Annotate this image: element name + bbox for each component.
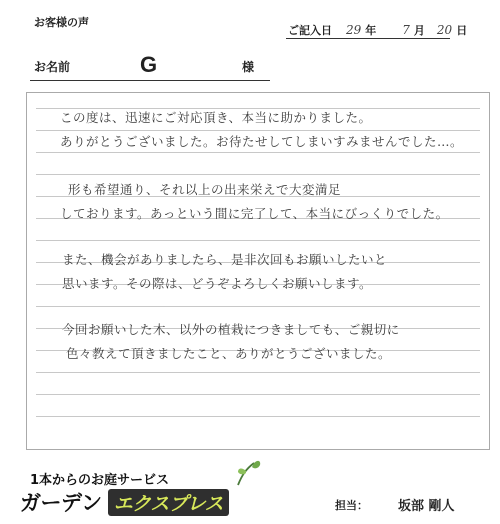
logo-accent-text	[108, 489, 229, 516]
message-line: 形も希望通り、それ以上の出来栄えで大変満足	[68, 182, 342, 197]
logo-main-text: ガーデン	[20, 491, 102, 515]
honorific: 様	[242, 60, 255, 74]
ruled-line	[36, 416, 480, 417]
ruled-line	[36, 240, 480, 241]
date-month: 7	[402, 23, 410, 37]
ruled-line	[36, 306, 480, 307]
date-label: ご記入日	[288, 24, 332, 37]
ruled-line	[36, 130, 480, 131]
name-underline	[30, 80, 270, 81]
date-day: 20	[436, 23, 453, 37]
date-month-unit: 月	[413, 24, 425, 37]
date-year-unit: 年	[365, 24, 377, 37]
customer-name-row	[30, 52, 270, 80]
leaf-icon	[232, 457, 262, 487]
message-line: この度は、迅速にご対応頂き、本当に助かりました。	[60, 110, 372, 125]
ruled-line	[36, 174, 480, 175]
message-line: また、機会がありましたら、是非次回もお願いしたいと	[62, 252, 388, 267]
ruled-lines	[36, 108, 480, 438]
entry-date	[288, 22, 467, 38]
staff-name: 坂部 剛人	[398, 499, 455, 514]
message-line: しております。あっという間に完了して、本当にびっくりでした。	[60, 206, 449, 221]
date-year: 29	[346, 23, 362, 37]
logo-accent-label: エクスプレス	[113, 492, 224, 515]
company-footer	[0, 455, 500, 524]
company-tagline: 1本からのお庭サービス	[30, 473, 170, 488]
sheet-title: お客様の声	[34, 16, 89, 29]
message-line: 色々教えて頂きましたこと、ありがとうございました。	[66, 346, 392, 361]
ruled-line	[36, 372, 480, 373]
company-logo	[20, 487, 229, 517]
message-line: ありがとうございました。お待たせしてしまいすみませんでした…。	[60, 134, 464, 149]
message-line: 思います。その際は、どうぞよろしくお願いします。	[62, 276, 373, 291]
ruled-line	[36, 394, 480, 395]
customer-name: G	[140, 52, 158, 77]
name-label: お名前	[34, 60, 71, 74]
ruled-line	[36, 152, 480, 153]
date-day-unit: 日	[456, 24, 468, 37]
message-line: 今回お願いした木、以外の植栽につきましても、ご親切に	[62, 322, 400, 337]
date-underline	[286, 38, 450, 39]
staff-label: 担当：	[335, 499, 368, 512]
